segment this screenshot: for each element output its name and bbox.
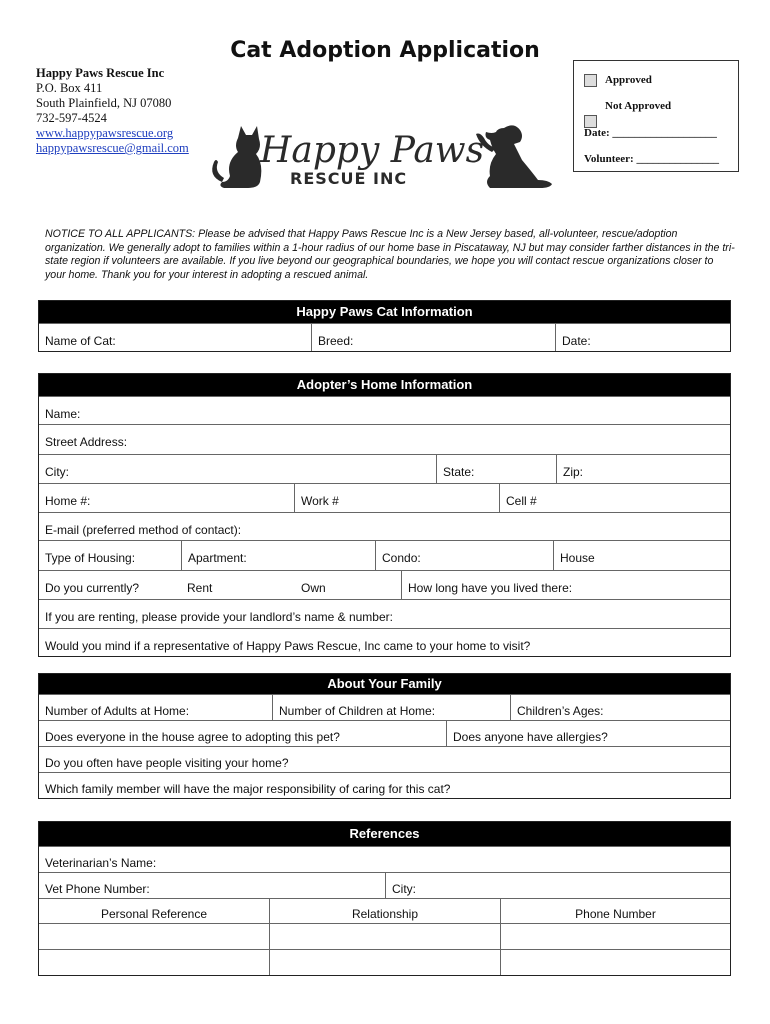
allergies-field[interactable]: Does anyone have allergies? <box>446 721 730 746</box>
org-website-link[interactable]: www.happypawsrescue.org <box>36 126 174 140</box>
home-row-currently <box>39 570 730 599</box>
not-approved-label: Not Approved <box>605 100 672 112</box>
responsibility-field[interactable]: Which family member will have the major responsibility of caring for this cat? <box>45 782 451 796</box>
notice-paragraph: NOTICE TO ALL APPLICANTS: Please be advised that Happy Paws Rescue Inc is a New Jersey based, all-volunteer, rescue/adoption organization. We generally adopt to families within a 1-hour radius of our home base in Piscataway, NJ but may consider farther distances in the tri-state region if volunteers are available. If you live beyond our geographical boundaries, we hope you will contact rescue organizations closer to your home. Thank you for your interest in adopting a rescued animal. <box>45 228 735 281</box>
cell-phone-field[interactable]: Cell # <box>499 484 730 512</box>
city-field[interactable]: City: <box>45 465 69 479</box>
how-long-field[interactable]: How long have you lived there: <box>401 571 730 599</box>
ref-phone-cell[interactable] <box>500 924 730 949</box>
org-address-block <box>36 66 189 156</box>
col-phone-number: Phone Number <box>500 899 730 923</box>
rent-option[interactable]: Rent <box>187 581 213 595</box>
cat-info-row <box>39 323 730 351</box>
references-header: References <box>39 822 730 846</box>
ref-relationship-cell[interactable] <box>269 950 500 975</box>
family-row-responsibility <box>39 772 730 798</box>
happy-paws-logo <box>208 118 558 196</box>
zip-field[interactable]: Zip: <box>556 455 730 483</box>
ref-table-row <box>39 923 730 949</box>
home-row-visit <box>39 628 730 656</box>
ref-name-cell[interactable] <box>39 950 269 975</box>
volunteer-line: Volunteer: _______________ <box>584 153 719 165</box>
adults-field[interactable]: Number of Adults at Home: <box>45 704 190 718</box>
home-info-header: Adopter’s Home Information <box>39 374 730 396</box>
date-line: Date: ___________________ <box>584 127 717 139</box>
children-ages-field[interactable]: Children’s Ages: <box>510 695 730 720</box>
family-row-counts <box>39 694 730 720</box>
home-row-city <box>39 454 730 483</box>
logo-script-text: Happy Paws <box>260 130 485 171</box>
approved-label: Approved <box>605 74 652 86</box>
ref-table-header <box>39 898 730 923</box>
home-phone-field[interactable]: Home #: <box>45 494 91 508</box>
org-phone: 732-597-4524 <box>36 111 107 125</box>
org-city-line: South Plainfield, NJ 07080 <box>36 96 172 110</box>
apartment-option[interactable]: Apartment: <box>181 541 375 570</box>
office-status-box <box>573 60 739 172</box>
ref-phone-cell[interactable] <box>500 950 730 975</box>
street-address-field[interactable]: Street Address: <box>45 435 128 449</box>
cat-info-header: Happy Paws Cat Information <box>39 301 730 323</box>
references-section <box>38 821 731 976</box>
name-field[interactable]: Name: <box>45 407 81 421</box>
family-section <box>38 673 731 799</box>
ref-relationship-cell[interactable] <box>269 924 500 949</box>
home-row-street <box>39 424 730 454</box>
state-field[interactable]: State: <box>436 455 556 483</box>
family-row-agree <box>39 720 730 746</box>
approved-checkbox[interactable] <box>584 74 597 87</box>
form-title: Cat Adoption Application <box>230 38 540 63</box>
ref-row-vet-name <box>39 846 730 872</box>
logo-graphic <box>208 118 558 196</box>
col-relationship: Relationship <box>269 899 500 923</box>
cat-name-field[interactable]: Name of Cat: <box>45 334 116 348</box>
home-visit-field[interactable]: Would you mind if a representative of Happy Paws Rescue, Inc came to your home to visit? <box>45 639 531 653</box>
org-name: Happy Paws Rescue Inc <box>36 66 165 80</box>
breed-field[interactable]: Breed: <box>311 324 555 351</box>
logo-sub-text: RESCUE INC <box>290 169 408 188</box>
landlord-field[interactable]: If you are renting, please provide your landlord’s name & number: <box>45 610 393 624</box>
home-row-phones <box>39 483 730 512</box>
family-header: About Your Family <box>39 674 730 694</box>
visitors-field[interactable]: Do you often have people visiting your home? <box>45 756 289 770</box>
org-po-box: P.O. Box 411 <box>36 81 103 95</box>
home-row-name <box>39 396 730 424</box>
ref-table-row <box>39 949 730 975</box>
org-email-link[interactable]: happypawsrescue@gmail.com <box>36 141 189 155</box>
home-row-email <box>39 512 730 540</box>
vet-name-field[interactable]: Veterinarian’s Name: <box>45 856 157 870</box>
col-personal-reference: Personal Reference <box>100 907 208 921</box>
children-field[interactable]: Number of Children at Home: <box>272 695 510 720</box>
dog-silhouette-icon <box>476 125 552 188</box>
currently-label: Do you currently? <box>45 581 140 595</box>
work-phone-field[interactable]: Work # <box>294 484 499 512</box>
family-row-visitors <box>39 746 730 772</box>
housing-type-label: Type of Housing: <box>45 551 136 565</box>
cat-info-section <box>38 300 731 352</box>
own-option[interactable]: Own <box>301 581 326 595</box>
home-info-section <box>38 373 731 657</box>
home-row-housing <box>39 540 730 570</box>
cat-date-field[interactable]: Date: <box>555 324 730 351</box>
house-option[interactable]: House <box>553 541 730 570</box>
ref-row-vet-phone <box>39 872 730 898</box>
condo-option[interactable]: Condo: <box>375 541 553 570</box>
vet-city-field[interactable]: City: <box>385 873 730 898</box>
vet-phone-field[interactable]: Vet Phone Number: <box>45 882 150 896</box>
ref-name-cell[interactable] <box>39 924 269 949</box>
agree-field[interactable]: Does everyone in the house agree to adopting this pet? <box>45 730 340 744</box>
home-row-landlord <box>39 599 730 628</box>
cat-silhouette-icon <box>212 126 261 188</box>
email-field[interactable]: E-mail (preferred method of contact): <box>45 523 242 537</box>
